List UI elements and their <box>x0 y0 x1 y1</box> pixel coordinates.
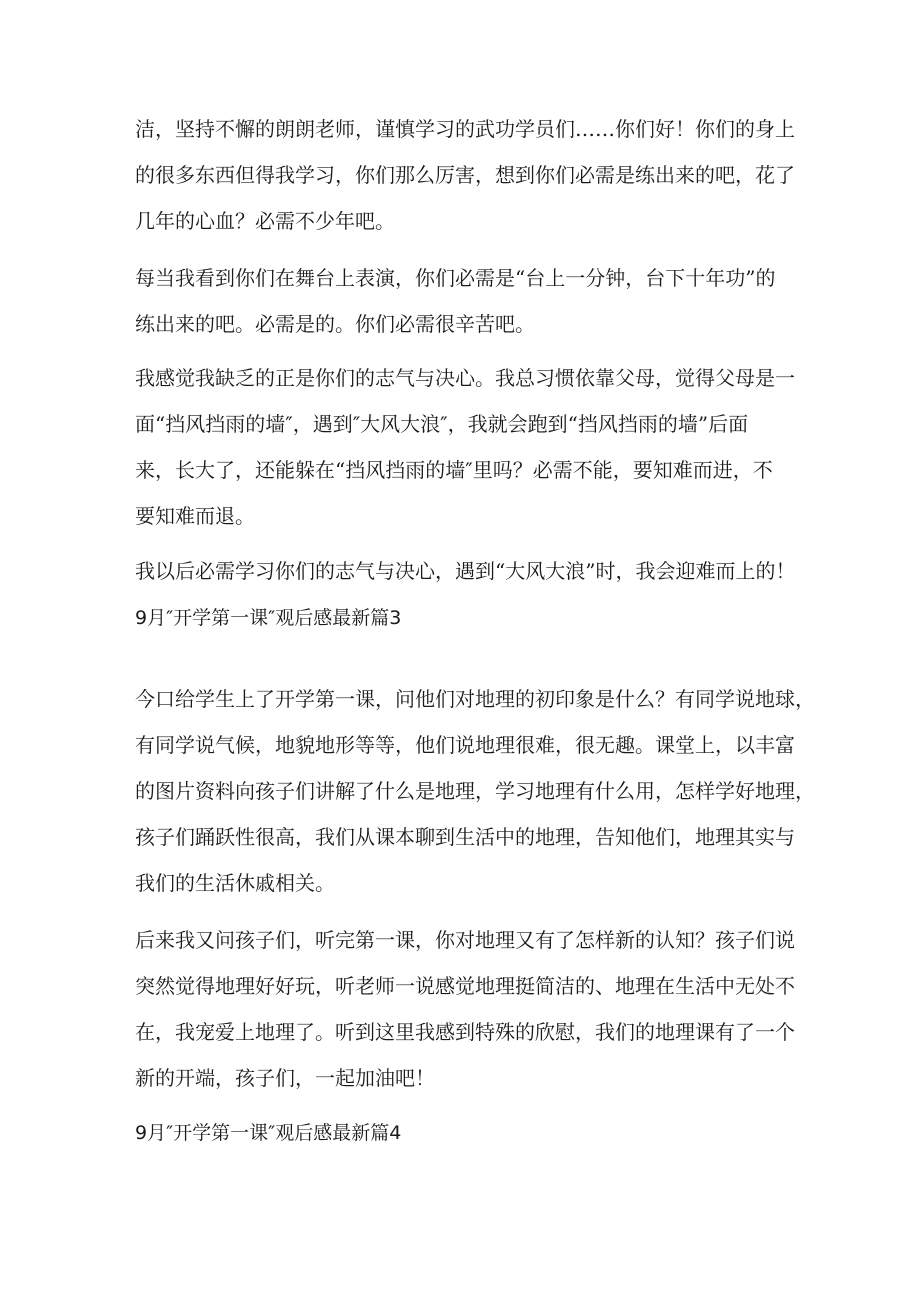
paragraph <box>135 917 795 1101</box>
text-line: 有同学说气候，地貌地形等等，他们说地理很难，很无趣。课堂上，以丰富 <box>135 733 795 757</box>
text-line: 每当我看到你们在舞台上表演，你们必需是“台上一分钟，台下十年功”的 <box>135 266 776 290</box>
text-line: 练出来的吧。必需是的。你们必需很辛苦吧。 <box>135 312 535 336</box>
text-line: 我以后必需学习你们的志气与决心，遇到“大风大浪”时，我会迎难而上的！ <box>135 559 796 583</box>
section-heading: 9月″开学第一课″观后感最新篇3 <box>135 607 402 629</box>
text-line: 我们的生活休戚相关。 <box>135 871 335 895</box>
text-line: 今口给学生上了开学第一课，问他们对地理的初印象是什么？有同学说地球， <box>135 687 815 711</box>
text-line: 洁，坚持不懈的朗朗老师，谨慎学习的武功学员们……你们好！你们的身上 <box>135 117 795 141</box>
paragraph <box>135 548 796 594</box>
text-line: 后来我又问孩子们，听完第一课，你对地理又有了怎样新的认知？孩子们说 <box>135 928 795 952</box>
paragraph <box>135 255 790 347</box>
text-line: 的很多东西但得我学习，你们那么厉害，想到你们必需是练出来的吧，花了 <box>135 163 795 187</box>
text-line: 我感觉我缺乏的正是你们的志气与决心。我总习惯依靠父母，觉得父母是一 <box>135 366 795 390</box>
text-line: 几年的心血？必需不少年吧。 <box>135 209 395 233</box>
text-line: 要知难而退。 <box>135 504 255 528</box>
paragraph <box>135 355 795 539</box>
section-heading: 9月″开学第一课″观后感最新篇4 <box>135 1122 402 1144</box>
text-line: 面“挡风挡雨的墙″，遇到″大风大浪″，我就会跑到“挡风挡雨的墙”后面 <box>135 412 749 436</box>
text-line: 的图片资料向孩子们讲解了什么是地理，学习地理有什么用，怎样学好地理， <box>135 779 815 803</box>
text-line: 新的开端，孩子们，一起加油吧！ <box>135 1066 435 1090</box>
text-line: 突然觉得地理好好玩，听老师一说感觉地理挺简洁的、地理在生活中无处不 <box>135 974 795 998</box>
paragraph <box>135 106 795 244</box>
text-line: 孩子们踊跃性很高，我们从课本聊到生活中的地理，告知他们，地理其实与 <box>135 825 795 849</box>
paragraph <box>135 676 815 906</box>
text-line: 在，我宠爱上地理了。听到这里我感到特殊的欣慰，我们的地理课有了一个 <box>135 1020 795 1044</box>
text-line: 来，长大了，还能躲在“挡风挡雨的墙″里吗？必需不能，要知难而进，不 <box>135 458 773 482</box>
